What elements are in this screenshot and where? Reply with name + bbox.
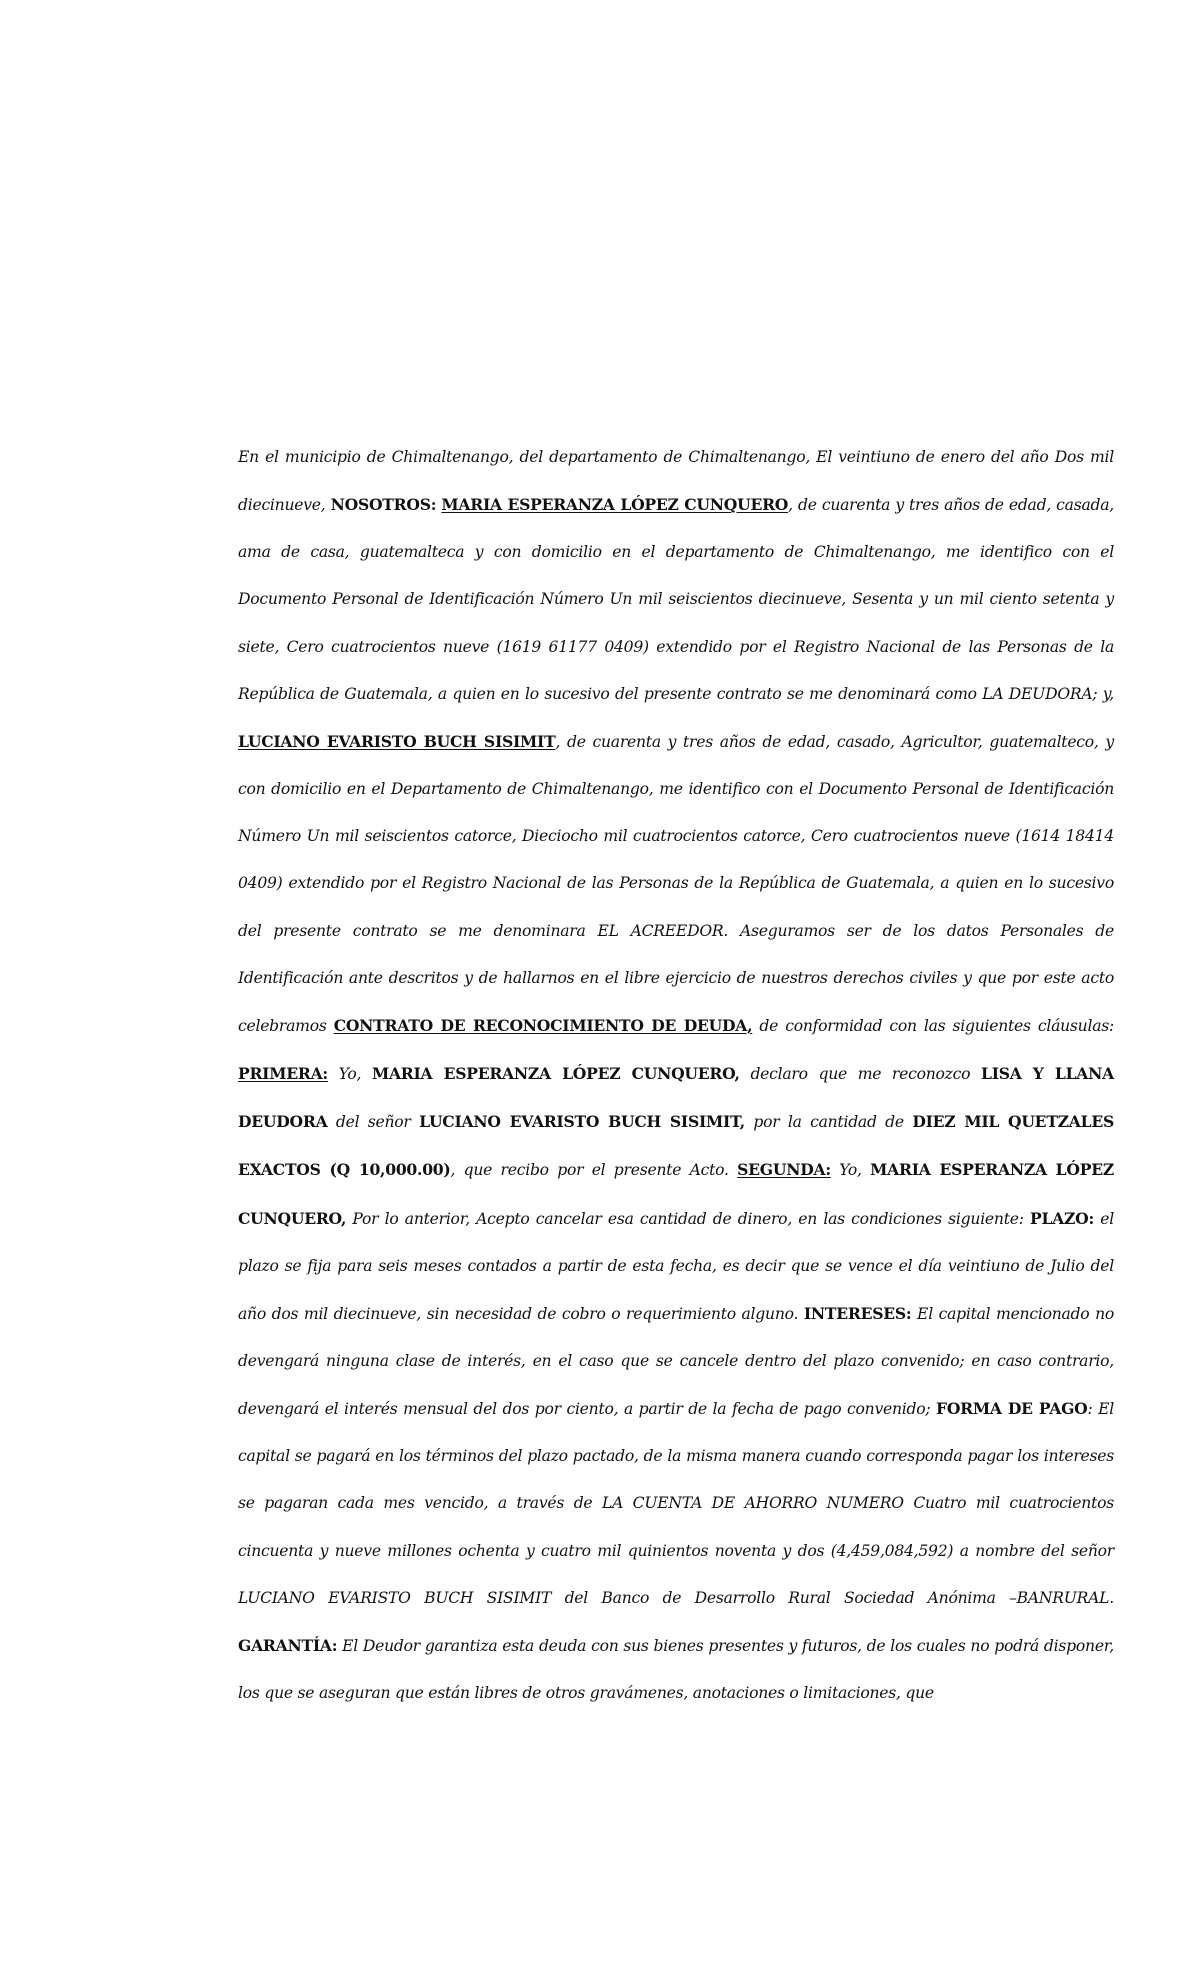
text-segment: , de cuarenta y tres años de edad, casado, Agricultor, guatemalteco, y con domicilio en el Departamento de Chimaltenango, me identifico con el Documento Personal de Identificación Número Un mil seiscientos catorce, Dieciocho mil cuatrocientos catorce, Cero cuatrocientos nueve (1614 18414 0409) extendido por el Registro Nacional de las Personas de la República de Guatemala, a quien en lo sucesivo del presente contrato se me denominara EL ACREEDOR. Aseguramos ser de los datos Personales de Identificación ante descritos y de hallarnos en el libre ejercicio de nuestros derechos civiles y que por este acto celebramos xyxy=(238,732,1114,1035)
text-segment: En el municipio de Chimaltenango, del departamento de Chimaltenango, El veintiuno de enero del año Dos mil diecinueve, xyxy=(238,448,1114,515)
creditor-name-bold: LUCIANO EVARISTO BUCH SISIMIT, xyxy=(419,1112,745,1132)
intereses-label: INTERESES: xyxy=(803,1303,912,1323)
text-segment: , de cuarenta y tres años de edad, casada, ama de casa, guatemalteca y con domicilio en el departamento de Chimaltenango, me identifico con el Documento Personal de Identificación Número Un mil seiscientos diecinueve, Sesenta y un mil ciento setenta y siete, Cero cuatrocientos nueve (1619 61177 0409) extendido por el Registro Nacional de las Personas de la República de Guatemala, a quien en lo sucesivo del presente contrato se me denominará como LA DEUDORA; y, xyxy=(238,496,1114,703)
contract-title: CONTRATO DE RECONOCIMIENTO DE DEUDA, xyxy=(333,1015,753,1035)
forma-de-pago-label: FORMA DE PAGO xyxy=(936,1399,1088,1419)
text-segment: Por lo anterior, Acepto cancelar esa cantidad de dinero, en las condiciones siguiente: xyxy=(346,1209,1030,1228)
clause-segunda-heading: SEGUNDA: xyxy=(737,1160,831,1180)
text-segment: El Deudor garantiza esta deuda con sus bienes presentes y futuros, de los cuales no podrá disponer, los que se aseguran que están libres de otros gravámenes, anotaciones o limitaciones, que xyxy=(238,1636,1114,1703)
text-segment: declaro que me reconozco xyxy=(739,1065,981,1084)
text-segment: por la cantidad de xyxy=(744,1113,913,1132)
debtor-name-bold: MARIA ESPERANZA LÓPEZ CUNQUERO, xyxy=(371,1064,740,1084)
contract-body-text xyxy=(238,434,1114,1717)
nosotros-label: NOSOTROS: xyxy=(330,495,437,515)
text-segment: Yo, xyxy=(327,1065,372,1084)
text-segment: del señor xyxy=(327,1113,420,1132)
debt-amount: DIEZ MIL QUETZALES EXACTOS (Q 10,000.00) xyxy=(238,1112,1115,1180)
debtor-role-bold: LISA Y LLANA DEUDORA xyxy=(238,1064,1114,1132)
plazo-label: PLAZO: xyxy=(1029,1208,1094,1228)
text-segment: , que recibo por el presente Acto. xyxy=(450,1161,738,1180)
text-segment: Yo, xyxy=(830,1161,871,1180)
text-segment: El capital mencionado no devengará ninguna clase de interés, en el caso que se cancele dentro del plazo convenido; en caso contrario, devengará el interés mensual del dos por ciento, a partir de la fecha de pago convenido; xyxy=(238,1304,1114,1419)
garantia-label: GARANTÍA: xyxy=(238,1635,338,1655)
text-segment: : El capital se pagará en los términos del plazo pactado, de la misma manera cuando corresponda pagar los intereses se pagaran cada mes vencido, a través de LA CUENTA DE AHORRO NUMERO Cuatro mil cuatrocientos cincuenta y nueve millones ochenta y cuatro mil quinientos noventa y dos (4,459,084,592) a nombre del señor LUCIANO EVARISTO BUCH SISIMIT del Banco de Desarrollo Rural Sociedad Anónima –BANRURAL. xyxy=(238,1400,1114,1607)
text-segment: de conformidad con las siguientes cláusulas: xyxy=(752,1016,1115,1035)
clause-primera-heading: PRIMERA: xyxy=(238,1064,328,1084)
text-segment: el plazo se fija para seis meses contados a partir de esta fecha, es decir que se vence el día veintiuno de Julio del año dos mil diecinueve, sin necesidad de cobro o requerimiento alguno. xyxy=(238,1209,1114,1323)
creditor-name: LUCIANO EVARISTO BUCH SISIMIT xyxy=(238,731,556,751)
debtor-name: MARIA ESPERANZA LÓPEZ CUNQUERO xyxy=(441,495,789,515)
debtor-name-bold: MARIA ESPERANZA LÓPEZ CUNQUERO, xyxy=(238,1160,1114,1228)
